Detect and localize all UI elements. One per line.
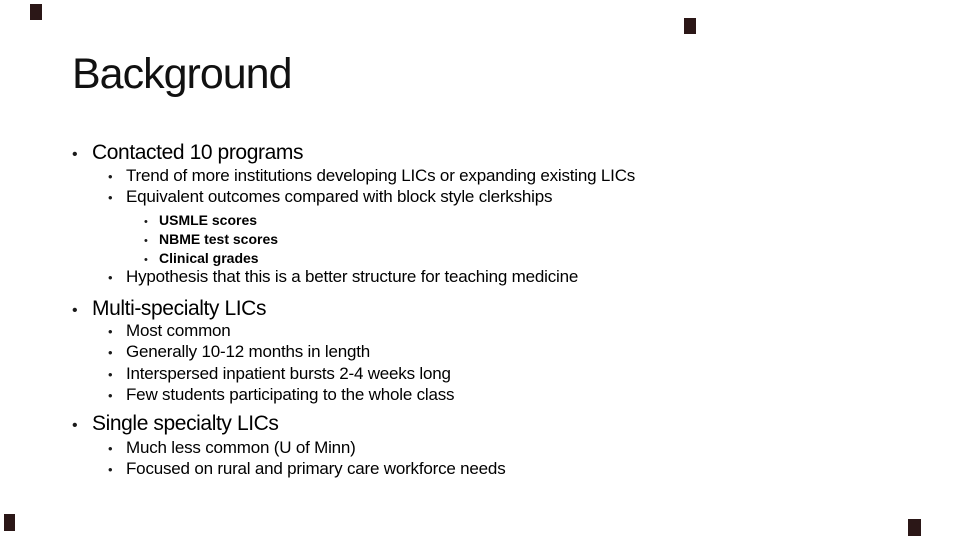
list-subitem-text: Clinical grades: [159, 250, 259, 266]
list-item-text: Hypothesis that this is a better structure for teaching medicine: [126, 267, 579, 286]
list-item-text: Generally 10-12 months in length: [126, 342, 371, 361]
bullet-icon: •: [72, 146, 78, 163]
bullet-icon: •: [108, 270, 113, 285]
list-subitem: [144, 230, 278, 250]
list-subitem-text: NBME test scores: [159, 231, 279, 247]
bullet-icon: •: [72, 417, 78, 434]
corner-mark-top-right: [684, 18, 696, 34]
list-item-text: Most common: [126, 321, 231, 340]
list-subitem: [144, 211, 257, 231]
list-item: [108, 267, 578, 288]
slide-title: Background: [72, 50, 292, 98]
bullet-icon: •: [108, 169, 113, 184]
list-item-text: Equivalent outcomes compared with block style clerkships: [126, 187, 553, 206]
section-heading: [72, 140, 303, 168]
bullet-icon: •: [108, 345, 113, 360]
list-item: [108, 166, 635, 187]
list-item-text: Interspersed inpatient bursts 2-4 weeks long: [126, 364, 451, 383]
bullet-icon: •: [108, 324, 113, 339]
list-item: [108, 459, 506, 480]
list-item-text: Much less common (U of Minn): [126, 438, 356, 457]
list-item: [108, 321, 231, 342]
bullet-icon: •: [144, 254, 148, 266]
section-heading: [72, 296, 266, 324]
bullet-icon: •: [108, 388, 113, 403]
list-item: [108, 187, 552, 208]
bullet-icon: •: [108, 462, 113, 477]
bullet-icon: •: [72, 302, 78, 319]
bullet-icon: •: [108, 190, 113, 205]
bullet-icon: •: [144, 216, 148, 228]
section-heading-text: Contacted 10 programs: [92, 141, 304, 164]
corner-mark-bottom-left: [4, 514, 15, 531]
section-heading-text: Multi-specialty LICs: [92, 297, 267, 320]
bullet-icon: •: [108, 441, 113, 456]
corner-mark-top-left: [30, 4, 42, 20]
list-item-text: Few students participating to the whole class: [126, 385, 455, 404]
section-heading: [72, 411, 279, 439]
list-item: [108, 342, 370, 363]
list-item: [108, 364, 451, 385]
corner-mark-bottom-right: [908, 519, 921, 536]
list-item-text: Trend of more institutions developing LICs or expanding existing LICs: [126, 166, 636, 185]
bullet-icon: •: [108, 367, 113, 382]
list-item: [108, 385, 454, 406]
list-item-text: Focused on rural and primary care workforce needs: [126, 459, 506, 478]
list-subitem-text: USMLE scores: [159, 212, 258, 228]
bullet-icon: •: [144, 235, 148, 247]
list-subitem: [144, 249, 259, 269]
section-heading-text: Single specialty LICs: [92, 412, 279, 435]
list-item: [108, 438, 356, 459]
